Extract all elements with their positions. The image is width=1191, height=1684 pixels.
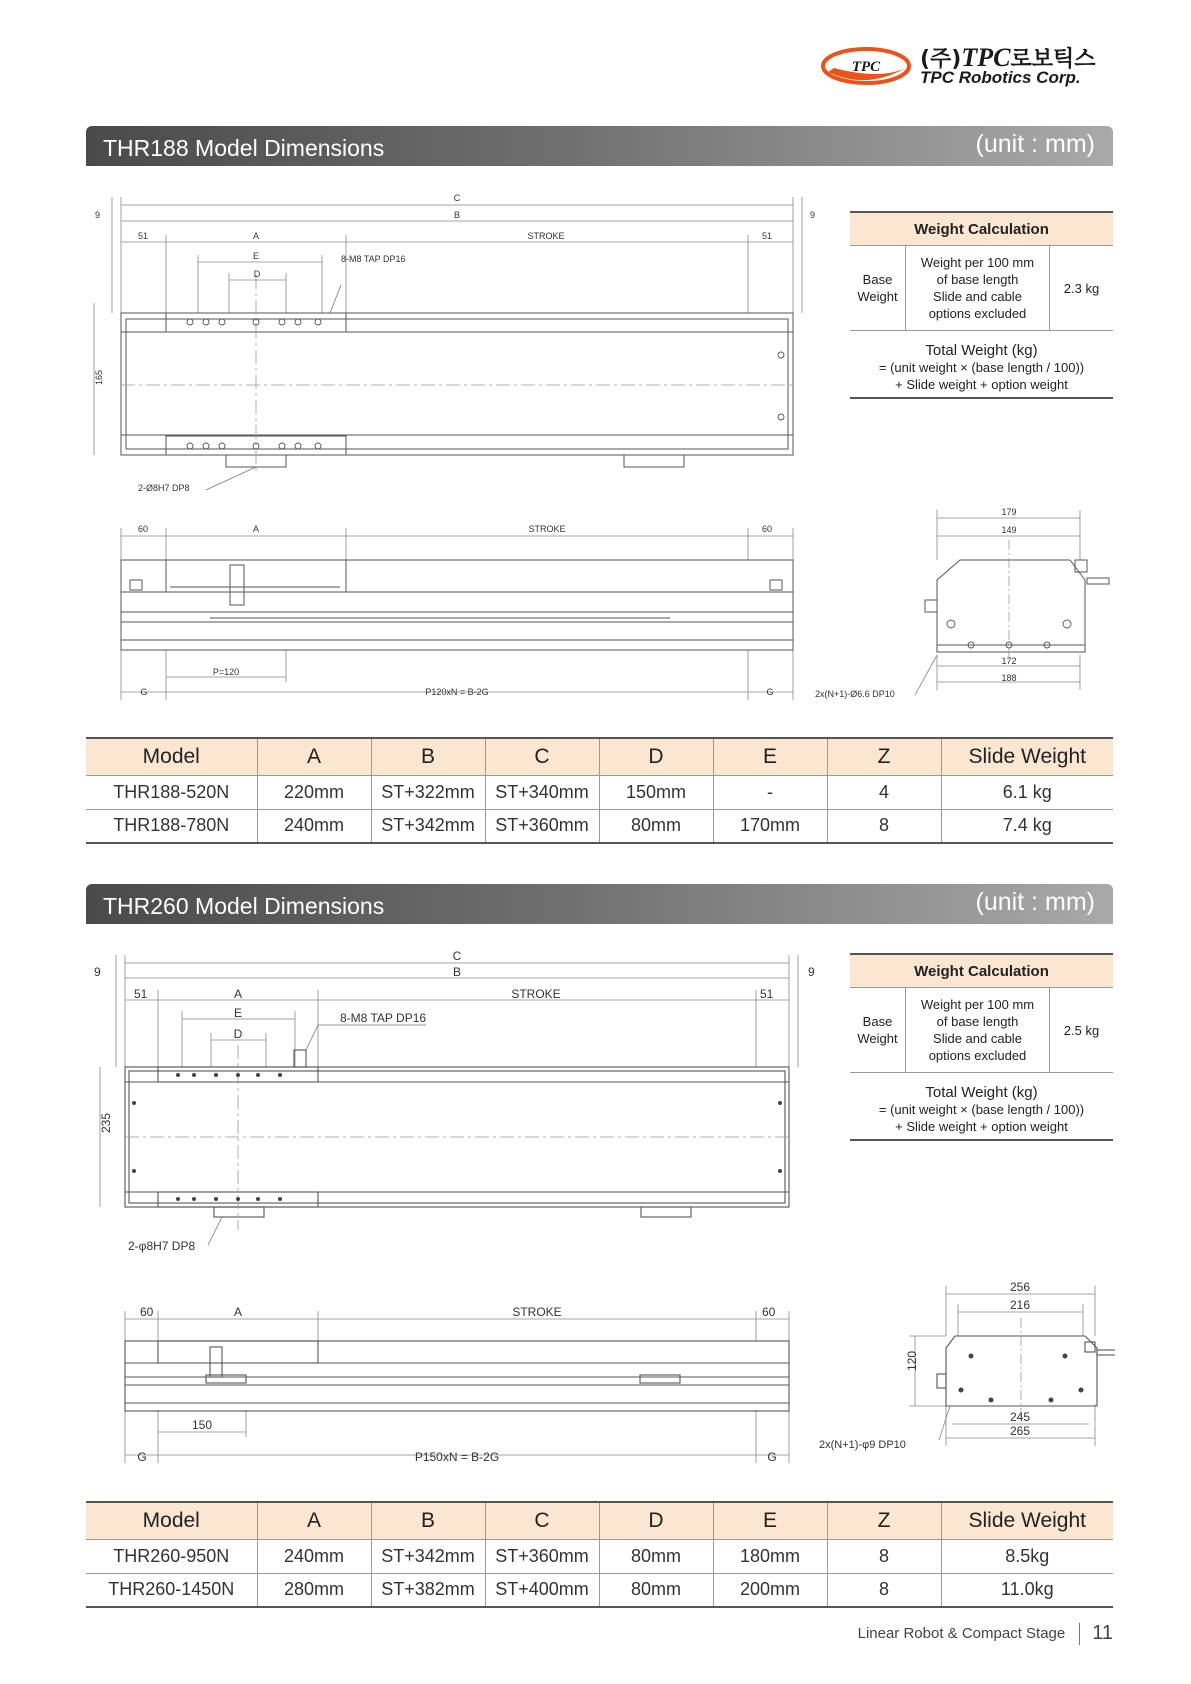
- dim-e-label: E: [252, 251, 260, 261]
- thr188-top-view-drawing: [86, 185, 826, 495]
- dim-stroke-label: STROKE: [511, 987, 561, 1001]
- col-header: E: [713, 738, 827, 775]
- base-weight-label: Base Weight: [850, 988, 906, 1072]
- col-header: B: [371, 738, 485, 775]
- spec-table-thr260: [86, 1501, 1113, 1608]
- weight-calc-heading: Weight Calculation: [850, 211, 1113, 246]
- col-header: D: [599, 738, 713, 775]
- thr260-top-view-drawing: [86, 945, 826, 1260]
- total-weight-formula-line-2: + Slide weight + option weight: [895, 377, 1068, 392]
- table-cell: 170mm: [713, 809, 827, 843]
- table-row: [86, 1573, 1113, 1607]
- col-header: E: [713, 1502, 827, 1539]
- base-weight-description: Weight per 100 mm of base length Slide and cable options excluded: [906, 246, 1050, 330]
- footer-text: Linear Robot & Compact Stage: [857, 1625, 1066, 1642]
- section-header-thr188: [86, 126, 1113, 166]
- unit-label: (unit : mm): [975, 130, 1095, 158]
- table-cell: 240mm: [257, 809, 371, 843]
- end-dim-256: 256: [1009, 1280, 1031, 1294]
- pin-callout: 2-Ø8H7 DP8: [138, 483, 190, 493]
- side-dim-stroke: STROKE: [512, 1305, 562, 1319]
- side-dim-g-right: G: [767, 1450, 777, 1464]
- tap-callout: 8-M8 TAP DP16: [341, 254, 406, 264]
- dim-9-right-label: 9: [808, 965, 815, 979]
- dim-c-label: C: [452, 949, 462, 963]
- weight-calculation-box-thr188: [850, 211, 1113, 399]
- dim-height-label: 165: [94, 369, 104, 385]
- dim-51-right-label: 51: [760, 987, 774, 1001]
- dim-51-left-label: 51: [134, 987, 148, 1001]
- base-weight-description: Weight per 100 mm of base length Slide and cable options excluded: [906, 988, 1050, 1072]
- table-cell: 180mm: [713, 1539, 827, 1573]
- table-cell: 80mm: [599, 1573, 713, 1607]
- total-weight-formula-line-2: + Slide weight + option weight: [895, 1119, 1068, 1134]
- side-dim-60-right: 60: [762, 1305, 776, 1319]
- col-header: C: [485, 1502, 599, 1539]
- table-header-row: [86, 738, 1113, 775]
- table-cell: 80mm: [599, 809, 713, 843]
- footer-divider: [1079, 1623, 1080, 1645]
- section-header-thr260: [86, 884, 1113, 924]
- side-dim-pitch: P=120: [212, 667, 240, 677]
- thr188-side-view-drawing: [110, 520, 810, 705]
- table-row: [86, 1539, 1113, 1573]
- company-logo: [820, 42, 1120, 92]
- end-dim-179: 179: [1001, 507, 1017, 517]
- thr188-end-view-drawing: [815, 500, 1115, 705]
- dim-height-label: 235: [99, 1112, 113, 1133]
- hole-callout: 2x(N+1)-Ø6.6 DP10: [815, 689, 895, 699]
- total-weight-formula: [850, 1073, 1113, 1141]
- total-weight-formula-line-1: = (unit weight × (base length / 100)): [878, 1102, 1085, 1117]
- side-dim-60-right: 60: [762, 524, 773, 534]
- dim-e-label: E: [233, 1006, 243, 1020]
- unit-label: (unit : mm): [975, 888, 1095, 916]
- table-cell: ST+360mm: [485, 809, 599, 843]
- col-header: A: [257, 1502, 371, 1539]
- base-weight-value: 2.5 kg: [1063, 1022, 1100, 1038]
- end-dim-172: 172: [1001, 656, 1017, 666]
- table-cell: ST+342mm: [371, 809, 485, 843]
- table-cell: ST+400mm: [485, 1573, 599, 1607]
- dim-b-label: B: [452, 965, 462, 979]
- page-footer: [858, 1622, 1113, 1645]
- end-dim-216: 216: [1009, 1298, 1031, 1312]
- tap-callout: 8-M8 TAP DP16: [340, 1011, 427, 1025]
- section-title: THR260 Model Dimensions: [103, 893, 385, 919]
- table-cell: 8: [827, 1539, 941, 1573]
- total-weight-formula-line-1: = (unit weight × (base length / 100)): [878, 360, 1085, 375]
- dim-a-label: A: [233, 987, 243, 1001]
- side-dim-g-left: G: [137, 1450, 147, 1464]
- end-dim-188: 188: [1001, 673, 1017, 683]
- spec-table-thr188: [86, 737, 1113, 844]
- dim-stroke-label: STROKE: [527, 231, 565, 241]
- col-header: B: [371, 1502, 485, 1539]
- end-dim-149: 149: [1001, 525, 1017, 535]
- side-dim-pn: P120xN = B-2G: [425, 687, 489, 697]
- table-cell: 8: [827, 1573, 941, 1607]
- table-cell: THR260-1450N: [86, 1573, 257, 1607]
- dim-d-label: D: [253, 269, 261, 279]
- brand-name-english: TPC Robotics Corp.: [920, 68, 1081, 87]
- badge-text: TPC: [851, 59, 881, 75]
- brand-name-korean: (주)TPC로보틱스: [920, 43, 1096, 72]
- dim-51-left-label: 51: [138, 231, 149, 241]
- table-cell: 220mm: [257, 775, 371, 809]
- table-cell: THR188-520N: [86, 775, 257, 809]
- table-cell: 7.4 kg: [941, 809, 1113, 843]
- table-header-row: [86, 1502, 1113, 1539]
- side-dim-pitch: 150: [191, 1418, 213, 1432]
- dim-c-label: C: [453, 193, 461, 203]
- thr260-end-view-drawing: [815, 1278, 1115, 1463]
- side-dim-a: A: [233, 1305, 243, 1319]
- side-dim-g-left: G: [140, 687, 148, 697]
- table-row: [86, 775, 1113, 809]
- table-cell: 200mm: [713, 1573, 827, 1607]
- table-cell: 150mm: [599, 775, 713, 809]
- end-dim-120: 120: [905, 1350, 919, 1371]
- col-header: C: [485, 738, 599, 775]
- side-dim-g-right: G: [766, 687, 774, 697]
- dim-9-left-label: 9: [95, 210, 101, 220]
- dim-d-label: D: [233, 1027, 243, 1041]
- table-cell: ST+342mm: [371, 1539, 485, 1573]
- table-row: [86, 809, 1113, 843]
- section-title: THR188 Model Dimensions: [103, 135, 385, 161]
- side-dim-pn: P150xN = B-2G: [414, 1450, 500, 1464]
- side-dim-a: A: [252, 524, 260, 534]
- table-cell: 80mm: [599, 1539, 713, 1573]
- table-cell: 6.1 kg: [941, 775, 1113, 809]
- base-weight-label: Base Weight: [850, 246, 906, 330]
- dim-9-left-label: 9: [94, 965, 101, 979]
- col-header: A: [257, 738, 371, 775]
- table-cell: 8: [827, 809, 941, 843]
- table-cell: THR188-780N: [86, 809, 257, 843]
- table-cell: 11.0kg: [941, 1573, 1113, 1607]
- dim-a-label: A: [252, 231, 260, 241]
- table-cell: 8.5kg: [941, 1539, 1113, 1573]
- table-cell: ST+360mm: [485, 1539, 599, 1573]
- total-weight-label: Total Weight (kg): [925, 1084, 1038, 1101]
- dim-b-label: B: [453, 210, 461, 220]
- col-header: Model: [86, 1502, 257, 1539]
- side-dim-60-left: 60: [138, 524, 149, 534]
- dim-51-right-label: 51: [762, 231, 773, 241]
- thr260-side-view-drawing: [110, 1305, 810, 1465]
- col-header: D: [599, 1502, 713, 1539]
- weight-calc-heading: Weight Calculation: [850, 953, 1113, 988]
- side-dim-60-left: 60: [140, 1305, 154, 1319]
- col-header: Slide Weight: [941, 738, 1113, 775]
- dim-9-right-label: 9: [810, 210, 816, 220]
- pin-callout: 2-φ8H7 DP8: [128, 1239, 196, 1253]
- col-header: Z: [827, 738, 941, 775]
- base-weight-value: 2.3 kg: [1063, 280, 1100, 296]
- table-cell: THR260-950N: [86, 1539, 257, 1573]
- table-cell: 280mm: [257, 1573, 371, 1607]
- col-header: Slide Weight: [941, 1502, 1113, 1539]
- table-cell: -: [713, 775, 827, 809]
- end-dim-245: 245: [1009, 1410, 1031, 1424]
- col-header: Z: [827, 1502, 941, 1539]
- tpc-badge-icon: [820, 46, 912, 86]
- total-weight-formula: [850, 331, 1113, 399]
- table-cell: ST+382mm: [371, 1573, 485, 1607]
- hole-callout: 2x(N+1)-φ9 DP10: [819, 1439, 906, 1451]
- table-cell: 240mm: [257, 1539, 371, 1573]
- end-dim-265: 265: [1009, 1424, 1031, 1438]
- side-dim-stroke: STROKE: [528, 524, 566, 534]
- table-cell: ST+322mm: [371, 775, 485, 809]
- total-weight-label: Total Weight (kg): [925, 342, 1038, 359]
- weight-calculation-box-thr260: [850, 953, 1113, 1141]
- table-cell: 4: [827, 775, 941, 809]
- col-header: Model: [86, 738, 257, 775]
- page-number: 11: [1092, 1622, 1113, 1644]
- table-cell: ST+340mm: [485, 775, 599, 809]
